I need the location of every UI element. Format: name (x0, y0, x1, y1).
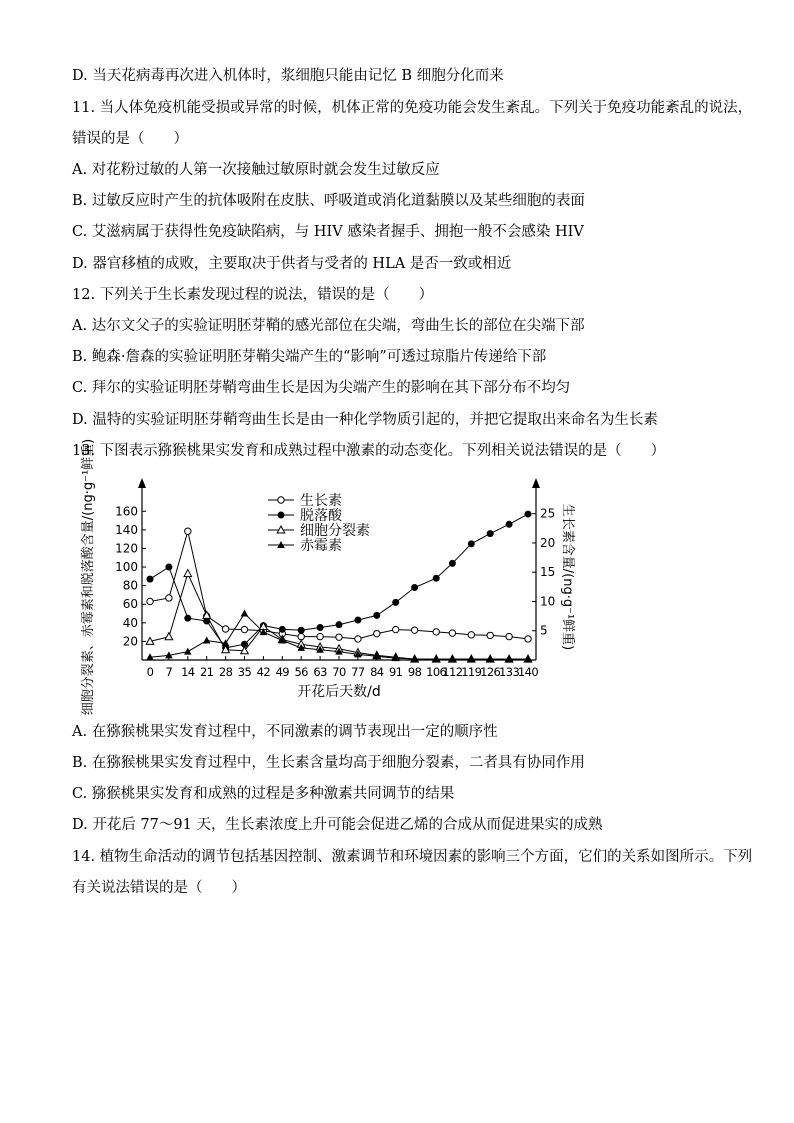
x-tick-label: 28 (218, 665, 233, 679)
option-13b: B. 在猕猴桃果实发育过程中，生长素含量均高于细胞分裂素，二者具有协同作用 (72, 755, 585, 771)
x-tick-label: 70 (332, 665, 346, 679)
option-13a: A. 在猕猴桃果实发育过程中，不同激素的调节表现出一定的顺序性 (72, 724, 498, 740)
data-point-series-0 (433, 629, 439, 635)
question-11-stem: 11. 当人体免疫机能受损或异常的时候，机体正常的免疫功能会发生紊乱。下列关于免疫功能紊乱的说法， (72, 100, 753, 116)
x-tick-label: 0 (146, 665, 154, 679)
data-point-series-1 (433, 575, 440, 582)
x-tick-label: 119 (461, 665, 482, 679)
data-point-series-0 (336, 634, 342, 640)
data-point-series-0 (241, 626, 247, 632)
option-13c: C. 猕猴桃果实发育和成熟的过程是多种激素共同调节的结果 (72, 786, 455, 802)
y-right-tick-label: 20 (540, 535, 556, 550)
option-12b: B. 鲍森·詹森的实验证明胚芽鞘尖端产生的“影响”可透过琼脂片传递给下部 (72, 349, 547, 365)
data-point-series-2 (165, 633, 173, 640)
data-point-series-0 (393, 626, 399, 632)
data-point-series-3 (241, 610, 249, 617)
y-right-tick-label: 25 (540, 506, 556, 521)
x-tick-label: 84 (370, 665, 384, 679)
y-left-tick-label: 120 (115, 541, 138, 556)
y-left-tick-label: 100 (115, 560, 138, 575)
data-point-series-1 (336, 621, 343, 628)
x-tick-label: 14 (181, 665, 195, 679)
legend-label: 赤霉素 (300, 538, 342, 554)
option-11d: D. 器官移植的成败，主要取决于供者与受者的 HLA 是否一致或相近 (72, 256, 512, 272)
x-tick-label: 42 (256, 665, 271, 679)
x-tick-label: 63 (313, 665, 327, 679)
x-tick-label: 56 (294, 665, 308, 679)
data-point-series-0 (374, 630, 380, 636)
x-tick-label: 49 (275, 665, 290, 679)
data-point-series-1 (147, 576, 154, 583)
x-tick-label: 112 (442, 665, 463, 679)
x-tick-label: 133 (499, 665, 520, 679)
option-11c: C. 艾滋病属于获得性免疫缺陷病，与 HIV 感染者握手、拥抱一般不会感染 HIV (72, 224, 584, 240)
option-11a: A. 对花粉过敏的人第一次接触过敏原时就会发生过敏反应 (72, 162, 440, 178)
data-point-series-0 (411, 627, 417, 633)
data-point-series-0 (525, 636, 531, 642)
option-12c: C. 拜尔的实验证明胚芽鞘弯曲生长是因为尖端产生的影响在其下部分布不均匀 (72, 380, 571, 396)
data-point-series-3 (468, 655, 476, 662)
data-point-series-1 (354, 617, 361, 624)
x-tick-label: 35 (237, 665, 252, 679)
data-point-series-0 (317, 633, 323, 639)
data-point-series-3 (505, 655, 513, 662)
data-point-series-1 (525, 511, 532, 518)
question-13-stem: 13. 下图表示猕猴桃果实发育和成熟过程中激素的动态变化。下列相关说法错误的是（ ） (72, 443, 666, 459)
data-point-series-0 (355, 636, 361, 642)
data-point-series-3 (184, 648, 192, 655)
data-point-series-1 (165, 564, 172, 571)
data-point-series-0 (487, 632, 493, 638)
option-10d: D. 当天花病毒再次进入机体时，浆细胞只能由记忆 B 细胞分化而来 (72, 68, 504, 84)
y-left-tick-label: 20 (122, 634, 138, 649)
data-point-series-1 (373, 612, 380, 619)
chart-axes (80, 439, 576, 715)
legend-label: 生长素 (300, 493, 342, 509)
y-axis-right-title: 生长素含量/(ng·g⁻¹鲜重) (560, 503, 575, 651)
y-left-tick-label: 160 (115, 504, 138, 519)
data-point-series-1 (392, 599, 399, 606)
data-point-series-1 (411, 584, 418, 591)
y-left-tick-label: 140 (115, 522, 138, 537)
data-point-series-1 (449, 560, 456, 567)
data-point-series-3 (524, 655, 532, 662)
x-tick-label: 77 (351, 665, 365, 679)
legend-marker (278, 512, 285, 519)
y-left-tick-label: 40 (122, 615, 138, 630)
x-tick-label: 7 (165, 665, 173, 679)
y-axis-left-arrow (138, 478, 146, 488)
option-12a: A. 达尔文父子的实验证明胚芽鞘的感光部位在尖端，弯曲生长的部位在尖端下部 (72, 318, 585, 334)
data-point-series-1 (317, 624, 324, 631)
x-tick-label: 98 (407, 665, 422, 679)
x-tick-label: 140 (517, 665, 539, 679)
data-point-series-1 (184, 615, 191, 622)
data-point-series-3 (203, 636, 211, 643)
legend-marker (278, 497, 284, 503)
data-point-series-3 (432, 655, 440, 662)
x-tick-label: 21 (199, 665, 214, 679)
question-14-stem-cont: 有关说法错误的是（ ） (72, 880, 246, 896)
data-point-series-0 (185, 528, 191, 534)
y-axis-right-arrow (532, 478, 540, 488)
data-point-series-1 (279, 626, 286, 633)
data-point-series-1 (468, 540, 475, 547)
option-12d: D. 温特的实验证明胚芽鞘弯曲生长是由一种化学物质引起的，并把它提取出来命名为生长素 (72, 412, 658, 428)
data-point-series-0 (166, 595, 172, 601)
data-point-series-3 (449, 655, 457, 662)
data-point-series-0 (506, 633, 512, 639)
x-tick-label: 106 (426, 665, 447, 679)
y-right-tick-label: 15 (540, 565, 556, 580)
data-point-series-0 (449, 630, 455, 636)
y-left-tick-label: 80 (122, 578, 138, 593)
y-left-tick-label: 60 (122, 597, 138, 612)
data-point-series-1 (487, 530, 494, 537)
data-point-series-0 (298, 633, 304, 639)
data-point-series-0 (147, 598, 153, 604)
question-11-stem-cont: 错误的是（ ） (72, 131, 188, 147)
y-right-tick-label: 10 (540, 594, 556, 609)
x-tick-label: 126 (480, 665, 501, 679)
x-axis-title: 开花后天数/d (297, 684, 381, 700)
x-tick-label: 91 (388, 665, 403, 679)
y-right-tick-label: 5 (540, 623, 548, 638)
data-point-series-2 (184, 570, 192, 577)
legend-label: 脱落酸 (300, 508, 342, 524)
data-point-series-0 (222, 626, 228, 632)
data-point-series-3 (486, 655, 494, 662)
option-13d: D. 开花后 77～91 天，生长素浓度上升可能会促进乙烯的合成从而促进果实的成熟 (72, 817, 603, 833)
data-point-series-1 (298, 627, 305, 634)
y-axis-left-title: 细胞分裂素、赤霉素和脱落酸含量/(ng·g⁻¹鲜重) (81, 438, 96, 716)
question-12-stem: 12. 下列关于生长素发现过程的说法，错误的是（ ） (72, 287, 434, 303)
data-point-series-1 (506, 521, 513, 528)
chart-legend (268, 492, 370, 554)
question-14-stem: 14. 植物生命活动的调节包括基因控制、激素调节和环境因素的影响三个方面，它们的关系如图所示。下列 (72, 849, 753, 865)
legend-label: 细胞分裂素 (300, 523, 370, 539)
option-11b: B. 过敏反应时产生的抗体吸附在皮肤、呼吸道或消化道黏膜以及某些细胞的表面 (72, 193, 585, 209)
data-point-series-0 (468, 632, 474, 638)
